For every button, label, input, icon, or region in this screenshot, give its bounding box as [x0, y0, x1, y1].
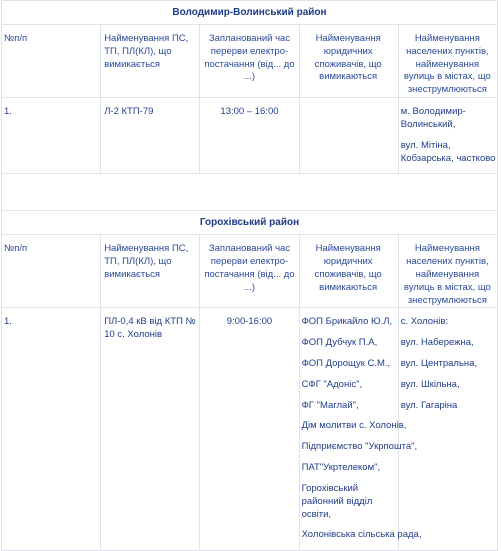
settlement-line: м. Володимир-Волинський, [400, 106, 466, 130]
header-substation: Найменування ПС, ТП, ПЛ(КЛ), що вимикається [101, 25, 200, 98]
settlement-line: вул. Гагаріна [400, 399, 458, 411]
settlement-line: вул. Центральна, [400, 358, 478, 369]
settlement-line: вул. Мітіна, Кобзарська, частково [400, 139, 496, 164]
district-title: Горохівський район [2, 211, 498, 235]
consumer-line: Підприємство "Укрпошта", [301, 441, 418, 453]
table-row [2, 308, 498, 551]
row-time: 9:00-16:00 [200, 308, 299, 551]
row-num: 1. [2, 98, 101, 174]
outage-table [1, 0, 498, 551]
district-title-row [2, 211, 498, 235]
row-num: 1. [2, 308, 101, 551]
consumer-line: Дім молитви с. Холонів, [301, 420, 407, 432]
header-num: №п/п [2, 25, 101, 98]
row-settlements [398, 308, 497, 551]
header-substation: Найменування ПС, ТП, ПЛ(КЛ), що вимикається [101, 235, 200, 308]
header-time: Запланований час перерви електро-постачання (від... до ...) [200, 235, 299, 308]
table-row [2, 98, 498, 174]
consumer-line: ФГ "Маглай", [301, 399, 359, 411]
settlement-line: вул. Шкільна, [400, 378, 460, 390]
table-header-row [2, 235, 498, 308]
row-settlements [398, 98, 497, 174]
table-header-row [2, 25, 498, 98]
consumer-line: ПАТ"Укртелеком", [301, 462, 381, 474]
district-title: Володимир-Волинський район [2, 1, 498, 25]
row-consumers [299, 308, 422, 551]
row-time: 13:00 – 16:00 [200, 98, 299, 174]
consumer-line: ФОП Брикайло Ю.Л, [301, 316, 393, 328]
consumer-line: Горохівський районний відділ освіти, [301, 482, 373, 520]
header-num: №п/п [2, 235, 101, 308]
consumer-line: СФГ "Адоніс", [301, 378, 363, 390]
district-title-row [2, 1, 498, 25]
consumer-line: ФОП Дубчук П.А, [301, 337, 378, 349]
row-substation: ПЛ-0,4 кВ від КТП № 10 с. Холонів [101, 308, 200, 551]
header-time: Запланований час перерви електро-постачання (від... до ...) [200, 25, 299, 98]
section-spacer [2, 174, 498, 211]
settlement-line: вул. Набережна, [400, 337, 474, 349]
header-settlements: Найменування населених пунктів, найменування вулиць в містах, що знеструмлюються [398, 25, 497, 98]
consumer-line: ФОП Дорощук С.М., [301, 358, 391, 369]
header-consumers: Найменування юридичних споживачів, що вимикаються [299, 235, 398, 308]
settlement-line: с. Холонів: [400, 316, 449, 328]
consumer-line: Холонівська сільська рада, [301, 529, 422, 541]
row-consumers [299, 98, 398, 174]
header-settlements: Найменування населених пунктів, найменування вулиць в містах, що знеструмлюються [398, 235, 497, 308]
row-substation: Л-2 КТП-79 [101, 98, 200, 174]
header-consumers: Найменування юридичних споживачів, що вимикаються [299, 25, 398, 98]
